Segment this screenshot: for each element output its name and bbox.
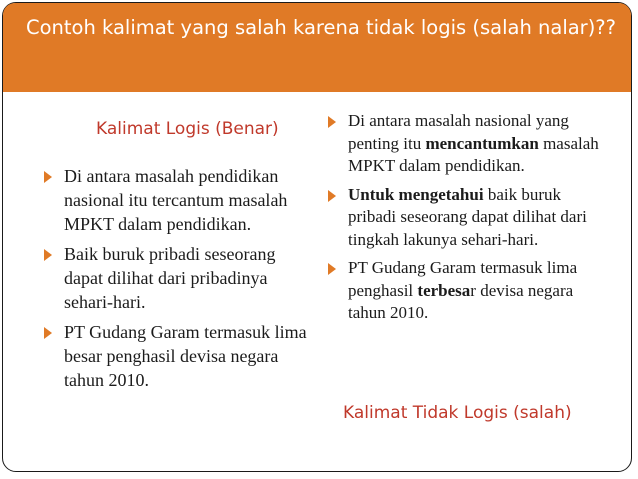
list-item-text: PT Gudang Garam termasuk lima besar penghasil devisa negara tahun 2010. <box>64 322 307 390</box>
list-item <box>38 164 316 236</box>
list-item <box>322 110 606 178</box>
left-bullet-list <box>38 164 316 398</box>
bullet-arrow-icon <box>328 190 336 202</box>
list-item-post: r devisa negara tahun 2010. <box>348 280 574 322</box>
left-column-heading: Kalimat Logis (Benar) <box>96 119 279 139</box>
bullet-arrow-icon <box>44 327 52 339</box>
slide-header <box>3 3 631 92</box>
list-item <box>322 184 606 252</box>
bullet-arrow-icon <box>328 116 336 128</box>
list-item-text: Di antara masalah pendidikan nasional itu tercantum masalah MPKT dalam pendidikan. <box>64 166 288 234</box>
right-bullet-list <box>322 110 606 331</box>
bullet-arrow-icon <box>44 171 52 183</box>
list-item <box>38 242 316 314</box>
list-item <box>322 257 606 325</box>
list-item-pre: PT Gudang Garam termasuk lima penghasil <box>348 258 578 300</box>
list-item-pre: Di antara masalah nasional yang penting itu <box>348 111 569 153</box>
list-item-post: masalah MPKT dalam pendidikan. <box>348 133 599 175</box>
list-item <box>38 320 316 392</box>
right-column-heading: Kalimat Tidak Logis (salah) <box>343 403 572 423</box>
list-item-bold: mencantumkan <box>425 133 539 153</box>
slide-title: Contoh kalimat yang salah karena tidak logis (salah nalar)?? <box>25 16 617 39</box>
list-item-bold: Untuk mengetahui <box>348 184 484 204</box>
list-item-post: baik buruk pribadi seseorang dapat dilihat dari tingkah lakunya sehari-hari. <box>348 184 587 249</box>
list-item-text: Baik buruk pribadi seseorang dapat dilihat dari pribadinya sehari-hari. <box>64 244 276 312</box>
bullet-arrow-icon <box>328 263 336 275</box>
list-item-bold: terbesa <box>417 280 471 300</box>
bullet-arrow-icon <box>44 249 52 261</box>
